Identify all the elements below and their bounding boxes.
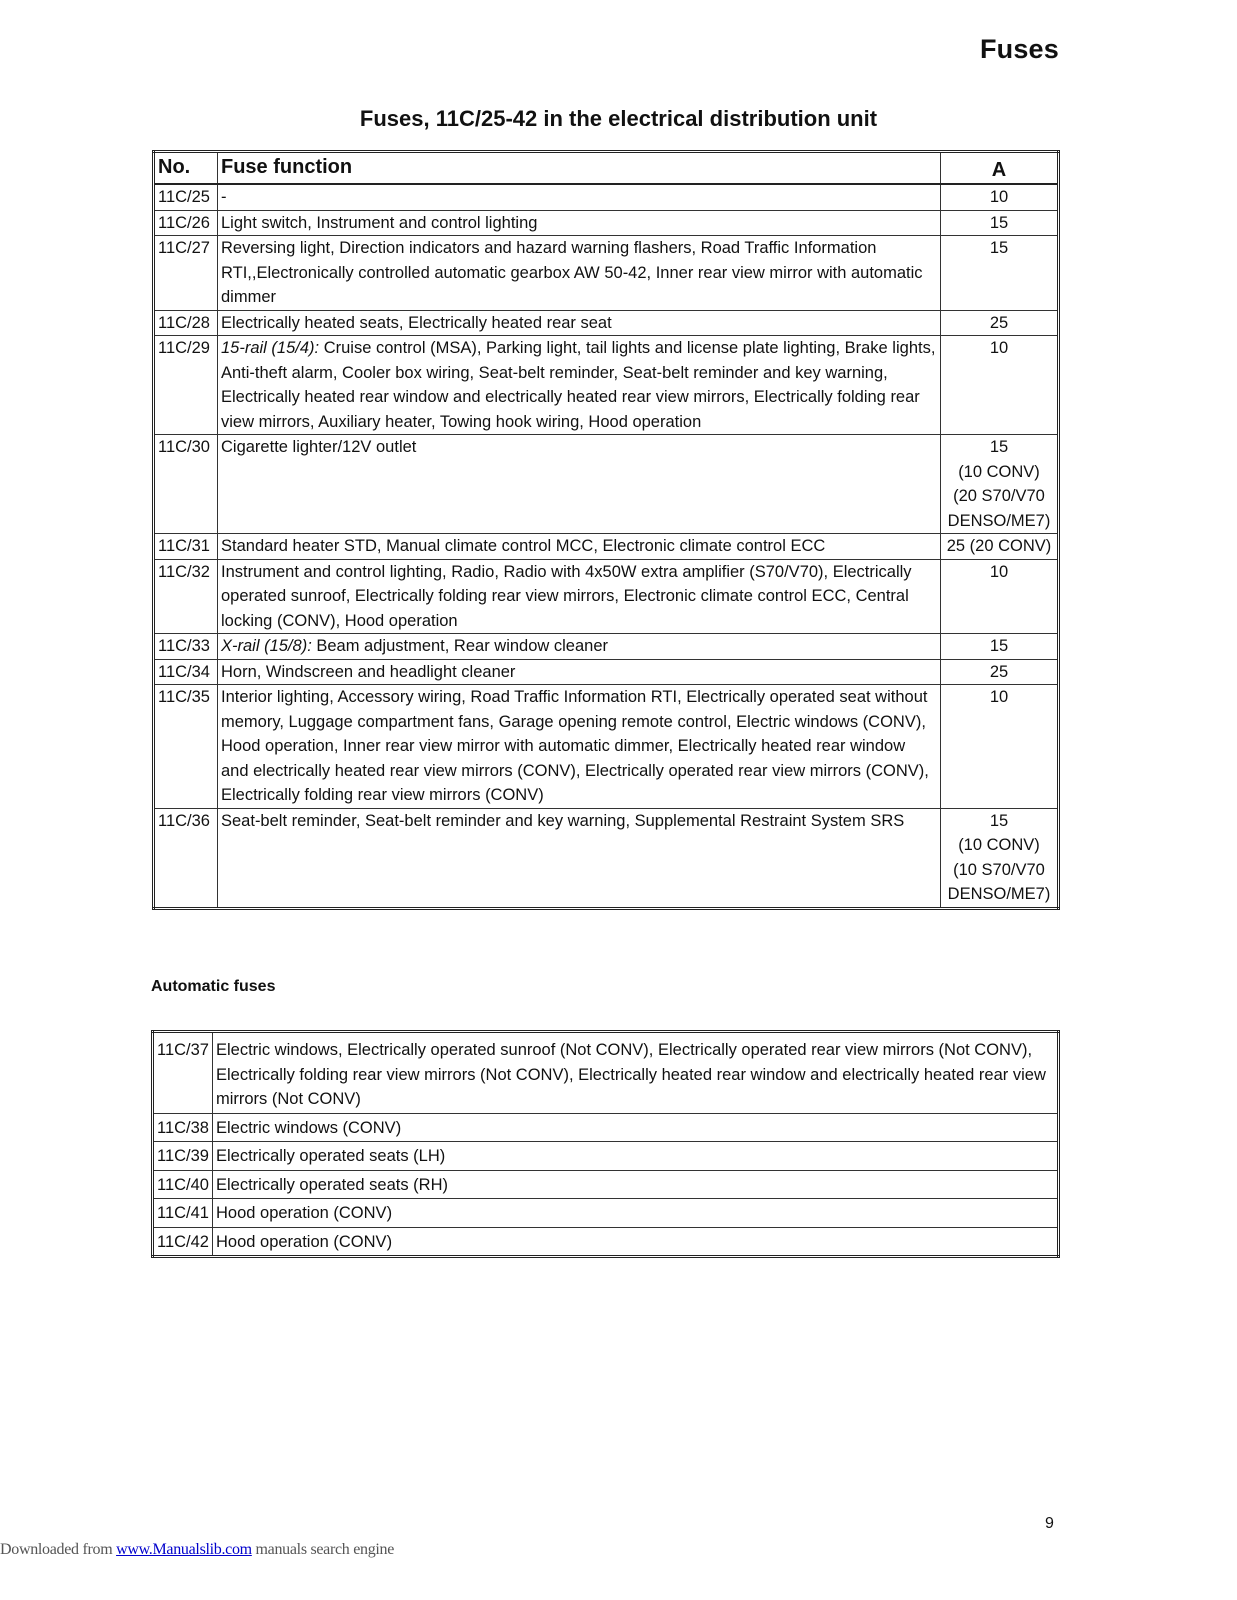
fuse-number: 11C/41 [153,1199,213,1228]
fuse-number: 11C/27 [154,236,218,311]
fuse-amperage [941,808,1059,908]
section-title: Fuses [979,34,1059,64]
fuse-function-text: Horn, Windscreen and headlight cleaner [221,662,516,681]
amperage-line: (10 CONV) [958,836,1040,854]
column-header-amp: A [941,152,1059,185]
fuse-function [218,236,941,311]
table-header-row [154,152,1059,185]
fuse-function: Hood operation (CONV) [212,1227,1058,1257]
table-row [154,435,1059,534]
column-header-function: Fuse function [218,152,941,185]
fuse-amperage [941,685,1059,809]
fuse-amperage [941,634,1059,660]
table-row [154,634,1059,660]
fuse-number: 11C/32 [154,559,218,634]
fuse-function: Electrically operated seats (LH) [212,1142,1058,1171]
fuse-number: 11C/36 [154,808,218,908]
fuse-amperage [941,559,1059,634]
table-row [154,685,1059,809]
amperage-line: (10 CONV) [958,462,1040,481]
fuse-number: 11C/28 [154,310,218,336]
fuse-amperage [941,310,1059,336]
amperage-line: 15 [989,637,1009,655]
amperage-line: 10 [989,339,1009,357]
amperage-line: 10 [989,562,1009,581]
fuse-number: 11C/26 [154,210,218,236]
table-row [154,184,1059,210]
automatic-fuse-table [151,1030,1060,1258]
fuse-function [218,808,941,908]
table-title: Fuses, 11C/25-42 in the electrical distribution unit [359,106,878,131]
fuse-number: 11C/35 [154,685,218,809]
table-row [153,1170,1059,1199]
fuse-number: 11C/25 [154,184,218,210]
amperage-line: (10 S70/V70 [953,860,1045,879]
fuse-number: 11C/29 [154,336,218,435]
fuse-function-text: Standard heater STD, Manual climate control MCC, Electronic climate control ECC [221,537,826,555]
footer [0,1541,394,1559]
amperage-line: 15 [989,811,1009,830]
fuse-amperage [941,659,1059,685]
table-row [153,1227,1059,1257]
fuse-number: 11C/39 [153,1142,213,1171]
fuse-number: 11C/42 [153,1227,213,1257]
fuse-function [218,534,941,560]
amperage-line: 10 [989,188,1009,206]
fuse-number: 11C/31 [154,534,218,560]
fuse-amperage [941,210,1059,236]
table-row [154,236,1059,311]
fuse-function [218,210,941,236]
fuse-function-text: Beam adjustment, Rear window cleaner [311,637,609,655]
table-row [154,808,1059,908]
rail-prefix: X-rail (15/8): [221,637,312,655]
table-row [154,534,1059,560]
fuse-function: Electrically operated seats (RH) [212,1170,1058,1199]
page-number: 9 [1045,1515,1054,1532]
fuse-amperage [941,534,1059,560]
table-row [153,1199,1059,1228]
amperage-line: (20 S70/V70 [953,487,1045,505]
amperage-line: 15 [989,239,1009,257]
footer-suffix: manuals search engine [251,1541,395,1558]
fuse-function [218,184,941,210]
fuse-number: 11C/34 [154,659,218,685]
fuse-table [152,150,1060,910]
fuse-function: Electric windows, Electrically operated sunroof (Not CONV), Electrically operated rear view mirrors (Not CONV), Electrically folding rear view mirrors (Not CONV), Electrically heated rear window and electrically heated rear view mirrors (Not CONV) [212,1032,1058,1114]
fuse-number: 11C/30 [154,435,218,534]
column-header-no: No. [154,152,218,185]
manualslib-link[interactable]: www.Manualslib.com [116,1541,252,1558]
table-row [154,210,1059,236]
fuse-amperage [941,336,1059,435]
fuse-function-text: Light switch, Instrument and control lighting [221,213,538,232]
fuse-amperage [941,184,1059,210]
fuse-function-text: Cruise control (MSA), Parking light, tail lights and license plate lighting, Brake lights, Anti-theft alarm, Cooler box wiring, Seat-belt reminder, Seat-belt reminder and key warning, Electrically heated rear window and electrically heated rear view mirrors, Electrically folding rear view mirrors, Auxiliary heater, Towing hook wiring, Hood operation [221,339,936,431]
table-row [154,336,1059,435]
automatic-fuses-heading: Automatic fuses [151,978,276,995]
fuse-function [218,559,941,634]
fuse-function [218,435,941,534]
fuse-function-text: Instrument and control lighting, Radio, Radio with 4x50W extra amplifier (S70/V70), Electrically operated sunroof, Electrically folding rear view mirrors, Electronic climate control ECC, Central locking (CONV), Hood operation [221,562,912,630]
amperage-line: 25 (20 CONV) [946,537,1052,555]
amperage-line: 25 [989,313,1009,332]
fuse-function [218,310,941,336]
fuse-function [218,685,941,809]
amperage-line: 25 [989,662,1009,681]
fuse-number: 11C/37 [153,1032,213,1114]
table-row [153,1113,1059,1142]
fuse-amperage [941,236,1059,311]
fuse-function-text: - [221,188,227,206]
fuse-function: Electric windows (CONV) [212,1113,1058,1142]
fuse-function-text: Electrically heated seats, Electrically heated rear seat [221,313,612,332]
table-row [153,1142,1059,1171]
amperage-line: DENSO/ME7) [947,511,1051,530]
footer-prefix: Downloaded from [0,1541,117,1558]
fuse-function [218,336,941,435]
fuse-function-text: Seat-belt reminder, Seat-belt reminder and key warning, Supplemental Restraint System SRS [221,811,905,830]
fuse-number: 11C/33 [154,634,218,660]
fuse-number: 11C/40 [153,1170,213,1199]
fuse-amperage [941,435,1059,534]
table-row [153,1032,1059,1114]
table-row [154,310,1059,336]
table-row [154,559,1059,634]
amperage-line: 15 [989,438,1009,456]
amperage-line: DENSO/ME7) [947,885,1051,903]
table-row [154,659,1059,685]
amperage-line: 15 [989,213,1009,232]
fuse-function-text: Reversing light, Direction indicators and hazard warning flashers, Road Traffic Information RTI,,Electronically controlled automatic gearbox AW 50-42, Inner rear view mirror with automatic dimmer [221,239,923,306]
amperage-line: 10 [989,688,1009,706]
fuse-function [218,634,941,660]
fuse-function [218,659,941,685]
fuse-function-text: Interior lighting, Accessory wiring, Road Traffic Information RTI, Electrically operated seat without memory, Luggage compartment fans, Garage opening remote control, Electric windows (CONV), Hood operation, Inner rear view mirror with automatic dimmer, Electrically heated rear window and electrically heated rear view mirrors (CONV), Electrically operated rear view mirrors (CONV), Electrically folding rear view mirrors (CONV) [221,688,929,804]
fuse-function-text: Cigarette lighter/12V outlet [221,438,417,456]
fuse-number: 11C/38 [153,1113,213,1142]
fuse-function: Hood operation (CONV) [212,1199,1058,1228]
rail-prefix: 15-rail (15/4): [221,339,320,357]
